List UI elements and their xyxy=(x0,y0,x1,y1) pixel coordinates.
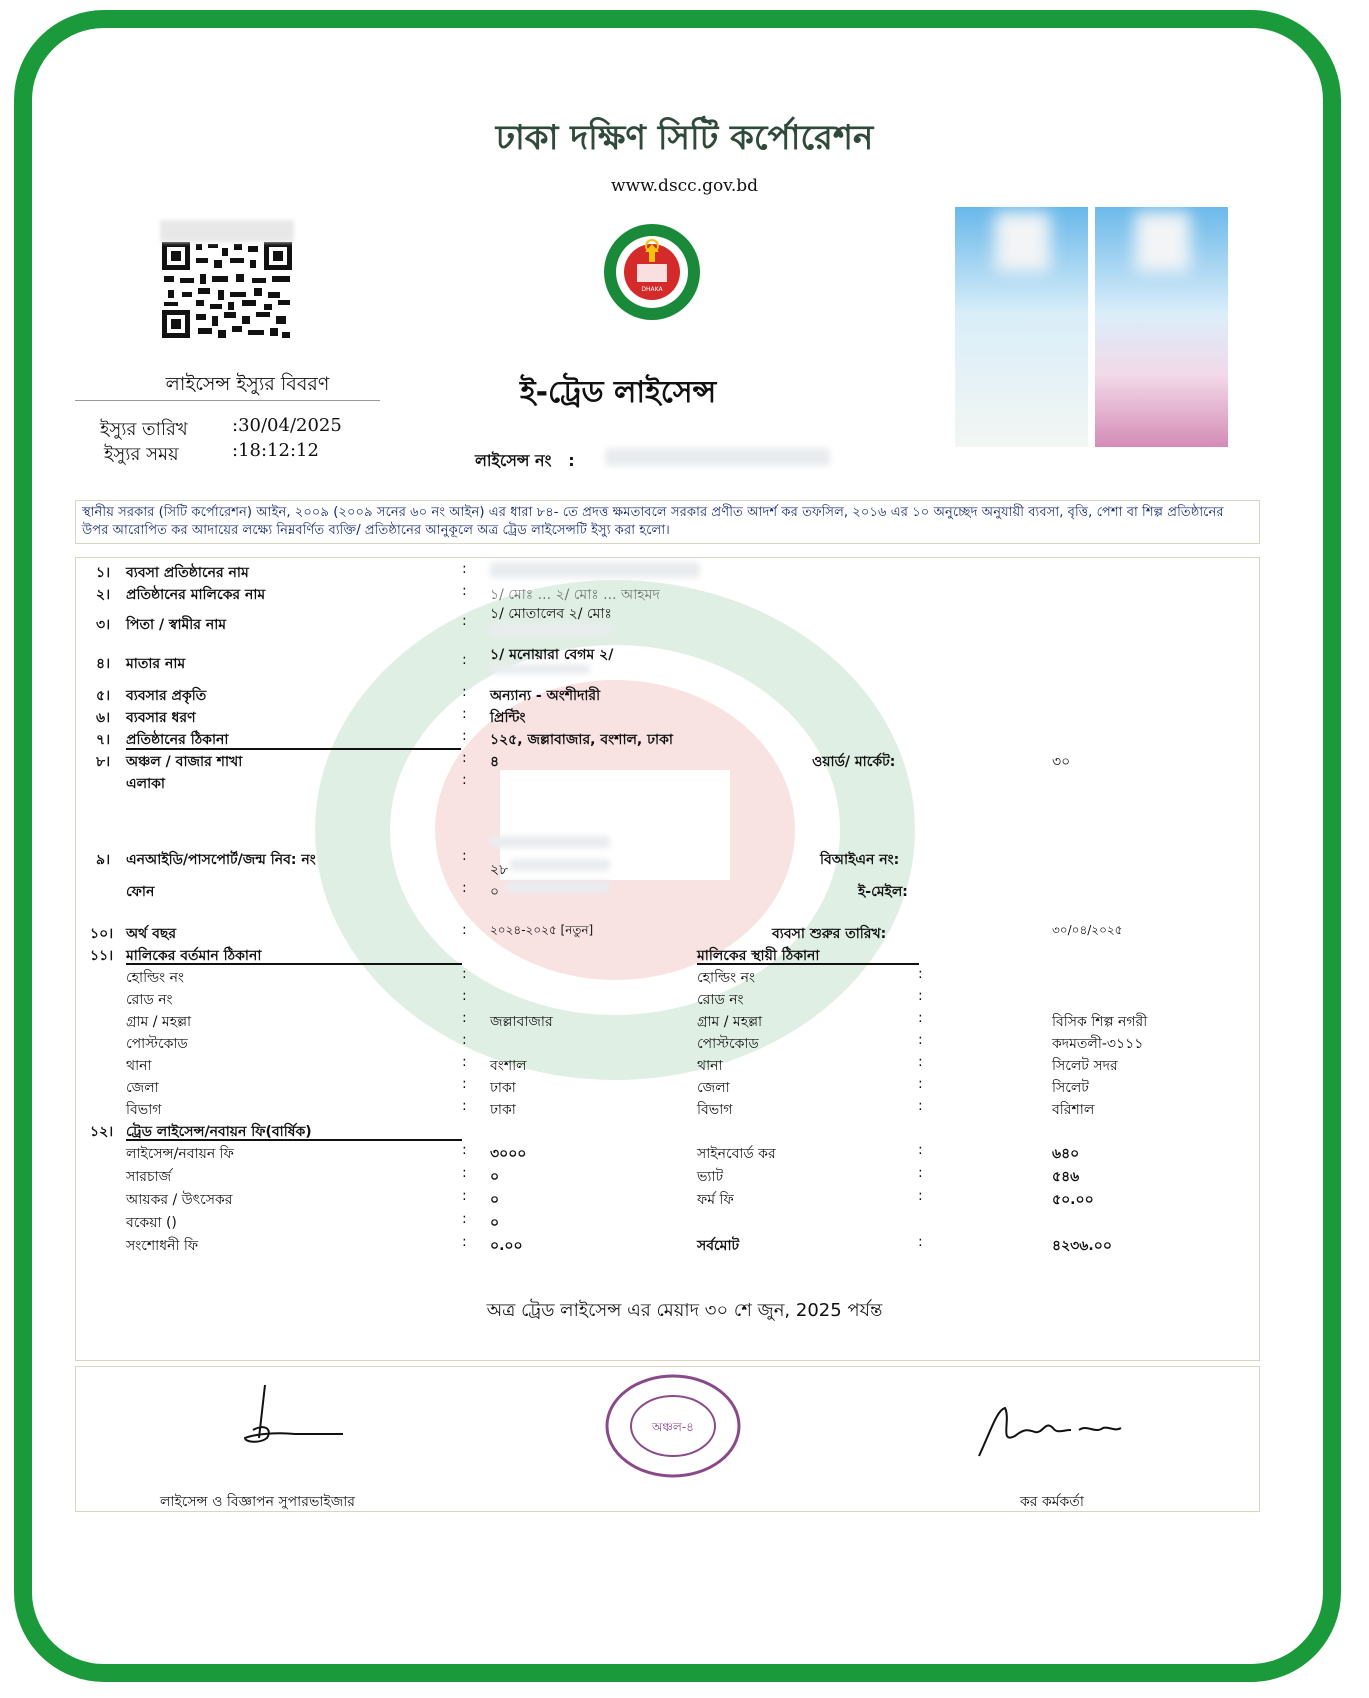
phone-label: ফোন xyxy=(126,884,155,900)
cur-holding-label: হোল্ডিং নং xyxy=(126,970,184,986)
cur-thana-colon: : xyxy=(462,1054,467,1070)
license-number-label: লাইসেন্স নং : xyxy=(475,451,575,470)
income-tax-value: ০ xyxy=(490,1192,500,1208)
cur-division-value: ঢাকা xyxy=(490,1102,516,1118)
owner-name-value: ১/ মোঃ ... ২/ মোঃ ... আহমদ xyxy=(490,587,660,603)
business-type-value: প্রিন্টিং xyxy=(490,710,526,726)
field-1-colon: : xyxy=(462,561,467,577)
business-nature-value: অন্যান্য - অংশীদারী xyxy=(490,688,601,704)
total-label: সর্বমোট xyxy=(697,1238,740,1254)
issue-heading: লাইসেন্স ইস্যুর বিবরণ xyxy=(165,373,330,395)
field-12-number: ১২। xyxy=(90,1124,114,1140)
mother-name-redacted xyxy=(490,664,590,674)
field-9-number: ৯। xyxy=(96,852,111,868)
income-tax-label: আয়কর / উৎসেকর xyxy=(126,1192,233,1208)
perm-holding-label: হোল্ডিং নং xyxy=(697,970,755,986)
perm-division-label: বিভাগ xyxy=(697,1102,733,1118)
perm-division-colon: : xyxy=(918,1098,923,1114)
signboard-value: ৬৪০ xyxy=(1052,1146,1080,1162)
field-10-label: অর্থ বছর xyxy=(126,926,177,942)
photo-redaction-1 xyxy=(995,212,1050,272)
perm-district-colon: : xyxy=(918,1076,923,1092)
arrears-value: ০ xyxy=(490,1215,500,1231)
issue-time-label: ইস্যুর সময় xyxy=(104,444,179,465)
field-8-label: অঞ্চল / বাজার শাখা xyxy=(126,754,243,770)
supervisor-caption: লাইসেন্স ও বিজ্ঞাপন সুপারভাইজার xyxy=(160,1494,356,1510)
cur-district-label: জেলা xyxy=(126,1080,159,1096)
surcharge-colon: : xyxy=(462,1165,467,1181)
amendment-fee-colon: : xyxy=(462,1234,467,1250)
issue-date-value: :30/04/2025 xyxy=(232,415,342,436)
license-fee-value: ৩০০০ xyxy=(490,1146,527,1162)
perm-district-value: সিলেট xyxy=(1052,1080,1089,1096)
perm-thana-colon: : xyxy=(918,1054,923,1070)
cur-district-colon: : xyxy=(462,1076,467,1092)
signboard-colon: : xyxy=(918,1142,923,1158)
form-fee-value: ৫০.০০ xyxy=(1052,1192,1094,1208)
license-number-redacted xyxy=(605,448,830,466)
vat-label: ভ্যাট xyxy=(697,1169,724,1185)
field-5-number: ৫। xyxy=(96,688,111,704)
business-start-label: ব্যবসা শুরুর তারিখ: xyxy=(772,926,887,942)
total-colon: : xyxy=(918,1234,923,1250)
field-8-number: ৮। xyxy=(96,754,111,770)
seal-text: অঞ্চল-৪ xyxy=(652,1420,694,1434)
license-validity: অত্র ট্রেড লাইসেন্স এর মেয়াদ ৩০ শে জুন, 2025 পর্যন্ত xyxy=(486,1300,883,1321)
field-12-label: ট্রেড লাইসেন্স/নবায়ন ফি(বার্ষিক) xyxy=(126,1124,312,1140)
perm-division-value: বরিশাল xyxy=(1052,1102,1095,1118)
legal-preamble: স্থানীয় সরকার (সিটি কর্পোরেশন) আইন, ২০০৯ (২০০৯ সনের ৬০ নং আইন) এর ধারা ৮৪- তে প্রদত্ত ক্ষমতাবলে সরকার প্রণীত আদর্শ কর তফসিল, ২০১৬ এর ১০ অনুচ্ছেদ অনুযায়ী ব্যবসা, বৃত্তি, পেশা বা শিল্প প্রতিষ্ঠানের উপর আরোপিত কর আদায়ের লক্ষ্যে নিম্নবর্ণিত ব্যক্তি/ প্রতিষ্ঠানের আনুকূলে অত্র ট্রেড লাইসেন্সটি ইস্যু করা হলো। xyxy=(75,500,1260,544)
perm-thana-label: থানা xyxy=(697,1058,723,1074)
perm-village-label: গ্রাম / মহল্লা xyxy=(697,1014,763,1030)
field-7-number: ৭। xyxy=(96,732,111,748)
surcharge-label: সারচার্জ xyxy=(126,1169,172,1185)
current-address-underline xyxy=(126,963,462,965)
svg-text:DHAKA: DHAKA xyxy=(641,286,663,293)
cur-division-label: বিভাগ xyxy=(126,1102,162,1118)
field-4-number: ৪। xyxy=(96,656,111,672)
field-9-colon: : xyxy=(462,848,467,864)
field-2-label: প্রতিষ্ঠানের মালিকের নাম xyxy=(126,587,266,603)
cur-postcode-label: পোস্টকোড xyxy=(126,1036,188,1052)
business-name-redacted xyxy=(490,562,700,578)
field-4-label: মাতার নাম xyxy=(126,656,186,672)
document-title: ই-ট্রেড লাইসেন্স xyxy=(520,375,717,410)
permanent-address-underline xyxy=(697,963,919,965)
field-4-colon: : xyxy=(462,652,467,668)
field-3-colon: : xyxy=(462,613,467,629)
field-6-colon: : xyxy=(462,706,467,722)
cur-division-colon: : xyxy=(462,1098,467,1114)
field-2-colon: : xyxy=(462,583,467,599)
ward-value: ৩০ xyxy=(1052,754,1071,770)
cur-road-label: রোড নং xyxy=(126,992,173,1008)
corporation-title: ঢাকা দক্ষিণ সিটি কর্পোরেশন xyxy=(495,118,874,158)
perm-postcode-colon: : xyxy=(918,1032,923,1048)
field-1-number: ১। xyxy=(96,565,111,581)
field-8-label-area: এলাকা xyxy=(126,776,165,792)
cur-village-colon: : xyxy=(462,1010,467,1026)
cur-village-label: গ্রাম / মহল্লা xyxy=(126,1014,192,1030)
signboard-label: সাইনবোর্ড কর xyxy=(697,1146,776,1162)
perm-thana-value: সিলেট সদর xyxy=(1052,1058,1118,1074)
business-start-value: ৩০/০৪/২০২৫ xyxy=(1052,923,1123,937)
field-1-label: ব্যবসা প্রতিষ্ঠানের নাম xyxy=(126,565,249,581)
arrears-label: বকেয়া () xyxy=(126,1215,177,1231)
issue-rule xyxy=(75,400,380,401)
field-3-number: ৩। xyxy=(96,617,111,633)
phone-redacted xyxy=(505,881,610,893)
field-8-colon-2: : xyxy=(462,772,467,788)
field-3-label: পিতা / স্বামীর নাম xyxy=(126,617,227,633)
perm-holding-colon: : xyxy=(918,966,923,982)
cur-holding-colon: : xyxy=(462,966,467,982)
zone-value: ৪ xyxy=(490,754,500,770)
arrears-colon: : xyxy=(462,1211,467,1227)
field-10-colon: : xyxy=(462,922,467,938)
nid-redacted-1 xyxy=(490,836,610,848)
cur-thana-label: থানা xyxy=(126,1058,152,1074)
bin-label: বিআইএন নং: xyxy=(820,852,900,868)
official-seal-icon xyxy=(603,1372,743,1480)
fee-heading-underline xyxy=(126,1139,462,1141)
officer-signature-icon xyxy=(975,1400,1125,1462)
email-label: ই-মেইল: xyxy=(858,884,908,900)
dscc-emblem-icon xyxy=(587,222,717,322)
ward-label: ওয়ার্ড/ মার্কেট: xyxy=(812,754,896,770)
nid-redacted-2 xyxy=(510,859,610,871)
perm-road-colon: : xyxy=(918,988,923,1004)
officer-caption: কর কর্মকর্তা xyxy=(1020,1494,1084,1510)
nid-prefix: ২৮ xyxy=(490,862,509,878)
field-2-number: ২। xyxy=(96,587,111,603)
mother-name-value: ১/ মনোয়ারা বেগম ২/ xyxy=(490,647,614,663)
total-value: ৪২৩৬.০০ xyxy=(1052,1238,1112,1254)
perm-road-label: রোড নং xyxy=(697,992,744,1008)
fiscal-year-value: ২০২৪-২০২৫ [নতুন] xyxy=(490,923,594,937)
license-fee-colon: : xyxy=(462,1142,467,1158)
perm-district-label: জেলা xyxy=(697,1080,730,1096)
field-5-label: ব্যবসার প্রকৃতি xyxy=(126,688,207,704)
surcharge-value: ০ xyxy=(490,1169,500,1185)
cur-road-colon: : xyxy=(462,988,467,1004)
permanent-address-label: মালিকের স্থায়ী ঠিকানা xyxy=(697,948,820,964)
issue-date-label: ইস্যুর তারিখ xyxy=(100,419,188,440)
perm-village-value: বিসিক শিল্প নগরী xyxy=(1052,1014,1148,1030)
cur-postcode-colon: : xyxy=(462,1032,467,1048)
father-name-redacted xyxy=(490,624,610,636)
perm-postcode-label: পোস্টকোড xyxy=(697,1036,759,1052)
phone-prefix: ০ xyxy=(490,884,500,900)
amendment-fee-label: সংশোধনী ফি xyxy=(126,1238,199,1254)
field-9-label: এনআইডি/পাসপোর্ট/জন্ম নিব: নং xyxy=(126,852,316,868)
amendment-fee-value: ০.০০ xyxy=(490,1238,523,1254)
field-7-label: প্রতিষ্ঠানের ঠিকানা xyxy=(126,732,229,748)
phone-colon: : xyxy=(462,880,467,896)
cur-thana-value: বংশাল xyxy=(490,1058,527,1074)
income-tax-colon: : xyxy=(462,1188,467,1204)
field-7-colon: : xyxy=(462,728,467,744)
field-11-number: ১১। xyxy=(90,948,114,964)
watermark-emblem-icon xyxy=(300,570,930,1090)
issue-time-value: :18:12:12 xyxy=(232,440,319,461)
photo-redaction-2 xyxy=(1135,212,1190,272)
perm-postcode-value: কদমতলী-৩১১১ xyxy=(1052,1036,1144,1052)
field-8-colon: : xyxy=(462,750,467,766)
field-10-number: ১০। xyxy=(90,926,114,942)
form-fee-label: ফর্ম ফি xyxy=(697,1192,734,1208)
field-5-colon: : xyxy=(462,684,467,700)
website-url: www.dscc.gov.bd xyxy=(611,176,758,196)
cur-village-value: জল্লাবাজার xyxy=(490,1014,553,1030)
qr-redaction xyxy=(160,220,294,242)
father-name-value: ১/ মোতালেব ২/ মোঃ xyxy=(490,606,612,622)
supervisor-signature-icon xyxy=(215,1380,355,1460)
vat-colon: : xyxy=(918,1165,923,1181)
license-fee-label: লাইসেন্স/নবায়ন ফি xyxy=(126,1146,234,1162)
perm-village-colon: : xyxy=(918,1010,923,1026)
business-address-value: ১২৫, জল্লাবাজার, বংশাল, ঢাকা xyxy=(490,732,673,748)
field-11-label: মালিকের বর্তমান ঠিকানা xyxy=(126,948,262,964)
field-6-label: ব্যবসার ধরণ xyxy=(126,710,196,726)
cur-district-value: ঢাকা xyxy=(490,1080,516,1096)
form-fee-colon: : xyxy=(918,1188,923,1204)
vat-value: ৫৪৬ xyxy=(1052,1169,1080,1185)
field-6-number: ৬। xyxy=(96,710,111,726)
